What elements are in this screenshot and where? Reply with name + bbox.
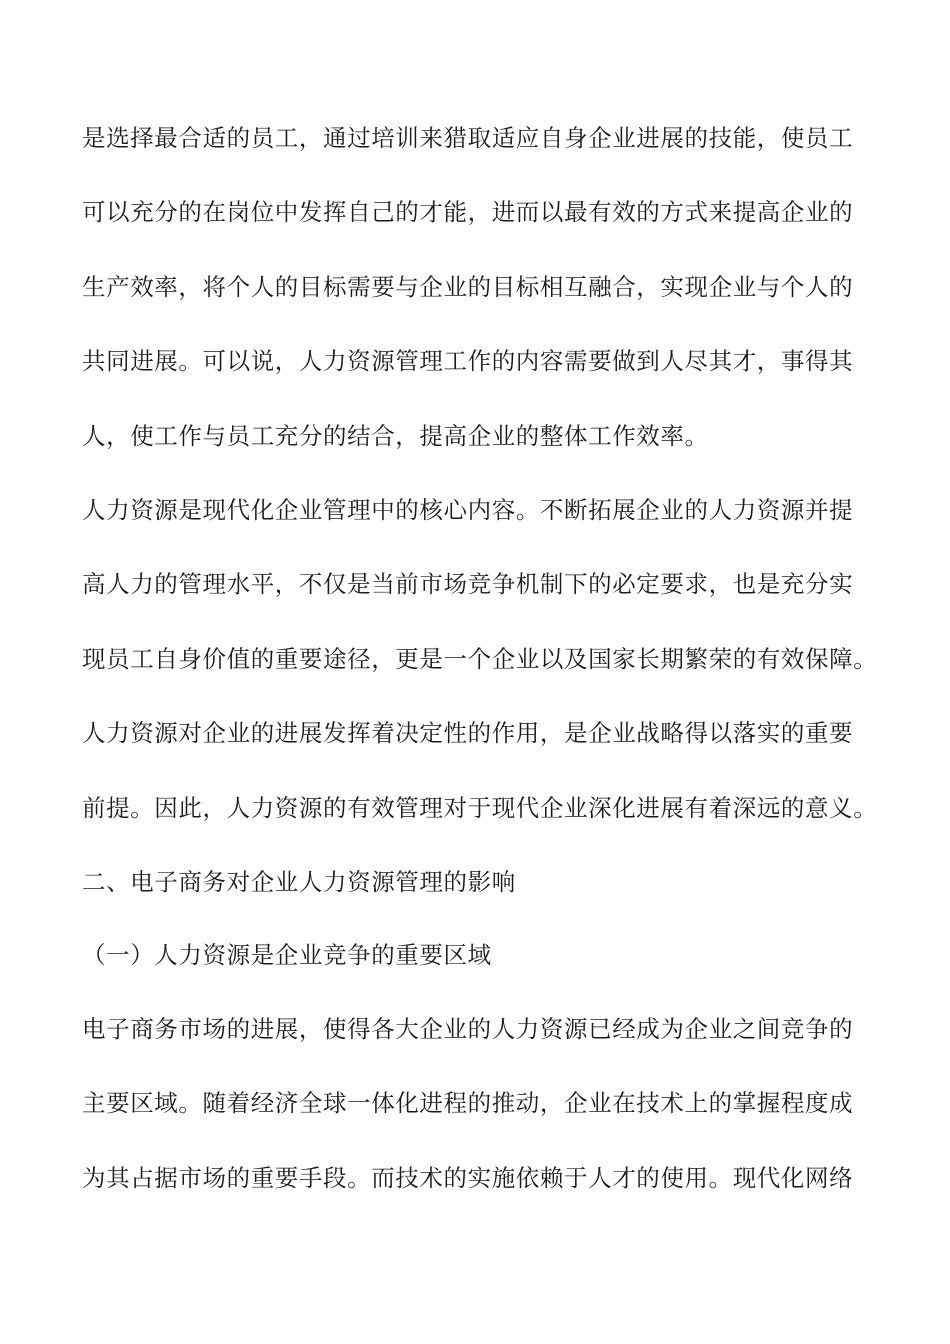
- text-line: 前提。因此，人力资源的有效管理对于现代企业深化进展有着深远的意义。: [82, 794, 878, 822]
- text-line: 人力资源是现代化企业管理中的核心内容。不断拓展企业的人力资源并提: [82, 496, 854, 524]
- text-line: 可以充分的在岗位中发挥自己的才能，进而以最有效的方式来提高企业的: [82, 198, 854, 226]
- text-line: 人力资源对企业的进展发挥着决定性的作用，是企业战略得以落实的重要: [82, 719, 854, 747]
- text-line: 高人力的管理水平，不仅是当前市场竞争机制下的必定要求，也是充分实: [82, 570, 854, 598]
- section-heading: 二、电子商务对企业人力资源管理的影响: [82, 868, 516, 896]
- text-line: 是选择最合适的员工，通过培训来猎取适应自身企业进展的技能，使员工: [82, 124, 854, 152]
- text-line: 共同进展。可以说，人力资源管理工作的内容需要做到人尽其才，事得其: [82, 347, 854, 375]
- text-line: 为其占据市场的重要手段。而技术的实施依赖于人才的使用。现代化网络: [82, 1164, 854, 1192]
- subsection-heading: （一）人力资源是企业竞争的重要区域: [82, 941, 492, 969]
- text-line: 主要区域。随着经济全球一体化进程的推动，企业在技术上的掌握程度成: [82, 1089, 854, 1117]
- text-line: 人，使工作与员工充分的结合，提高企业的整体工作效率。: [82, 422, 709, 450]
- text-line: 电子商务市场的进展，使得各大企业的人力资源已经成为企业之间竞争的: [82, 1015, 854, 1043]
- text-line: 现员工自身价值的重要途径，更是一个企业以及国家长期繁荣的有效保障。: [82, 645, 878, 673]
- text-line: 生产效率，将个人的目标需要与企业的目标相互融合，实现企业与个人的: [82, 273, 854, 301]
